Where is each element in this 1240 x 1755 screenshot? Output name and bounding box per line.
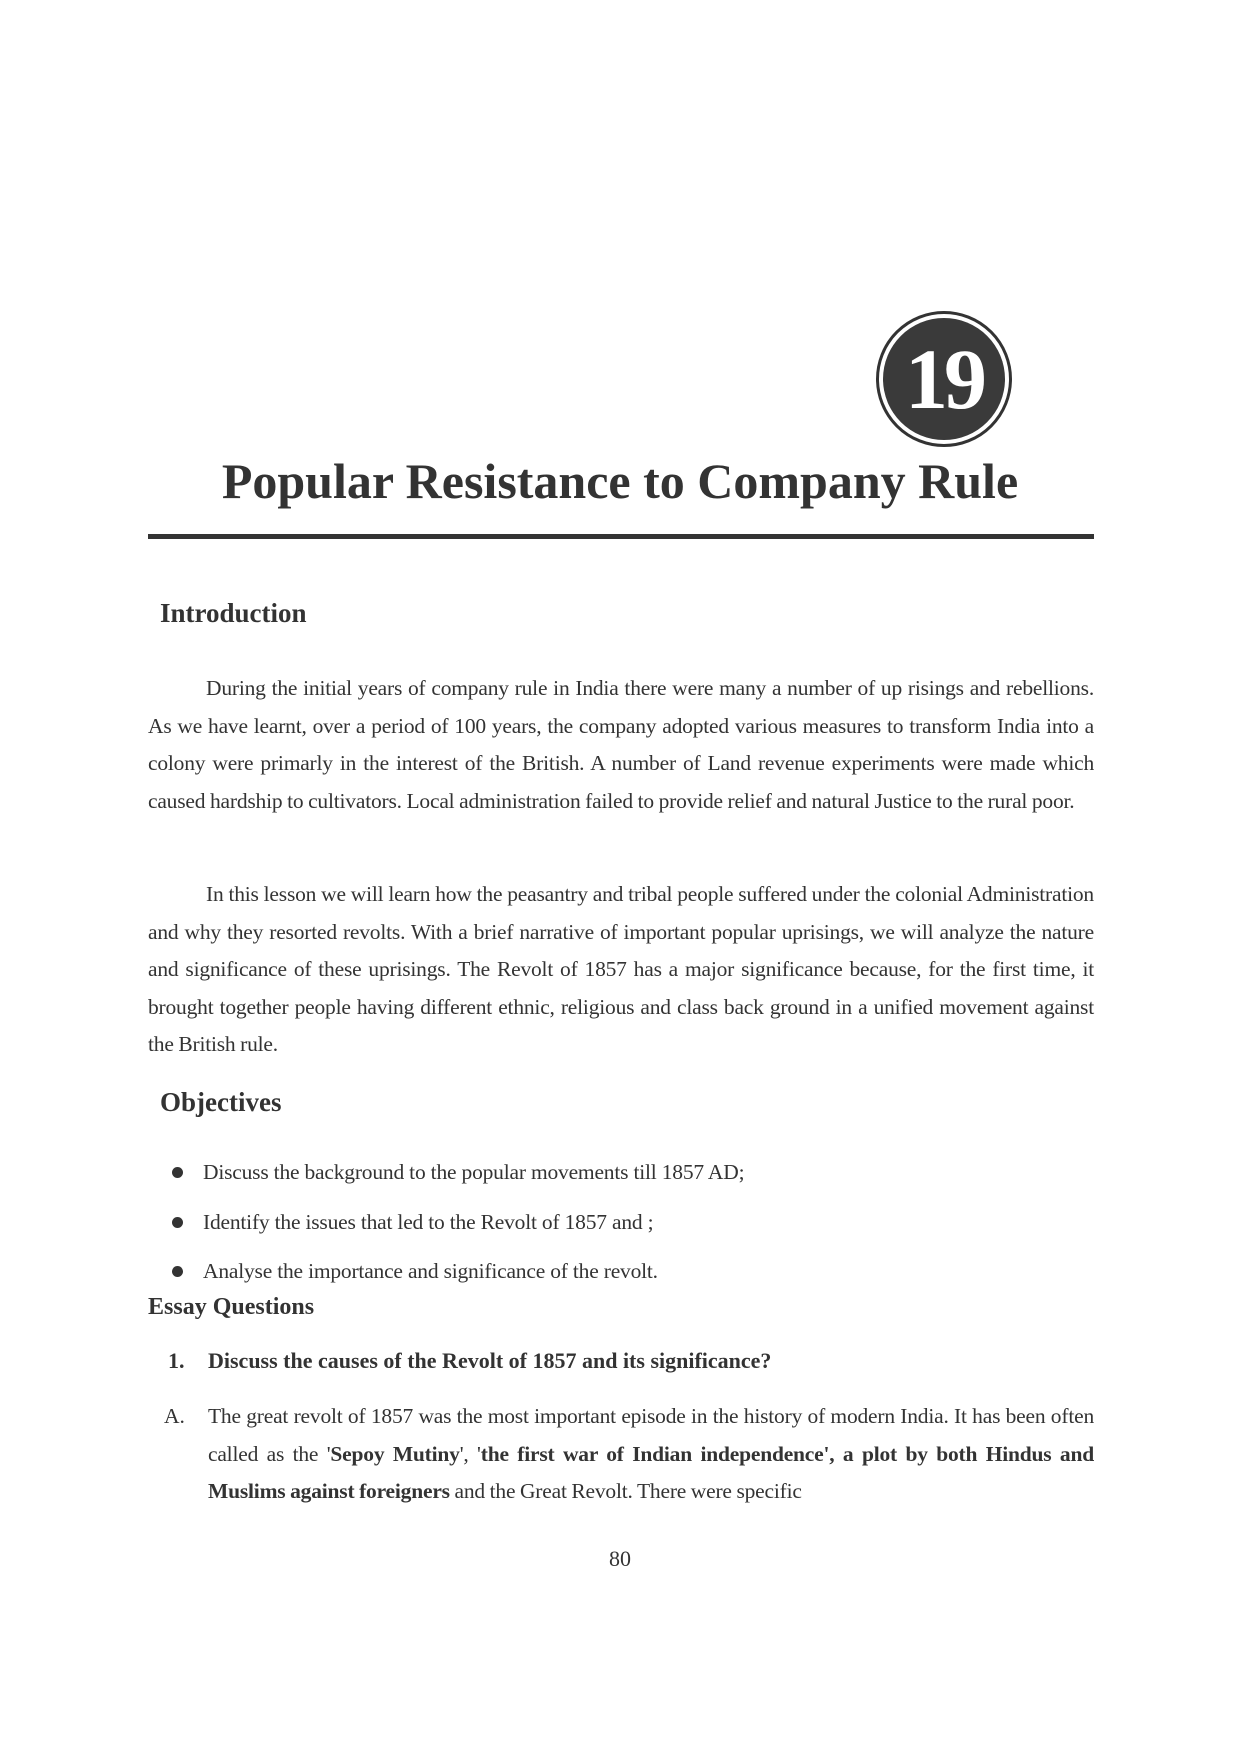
introduction-paragraph-2: In this lesson we will learn how the peasantry and tribal people suffered under the colonial Administration and why they resorted revolts. With a brief narrative of important popular uprisings, we will analyze the nature and significance of these uprisings. The Revolt of 1857 has a major significance because, for the first time, it brought together people having different ethnic, religious and class back ground in a unified movement against the British rule.	[148, 882, 1094, 1057]
essay-answer	[164, 1398, 1094, 1511]
title-divider	[148, 534, 1094, 539]
introduction-heading: Introduction	[160, 598, 307, 628]
essay-questions-heading: Essay Questions	[148, 1294, 315, 1320]
list-item: Analyse the importance and significance of the revolt.	[172, 1247, 744, 1297]
list-item: Discuss the background to the popular movements till 1857 AD;	[172, 1148, 744, 1198]
essay-question-1	[168, 1348, 771, 1374]
objectives-heading: Objectives	[160, 1087, 282, 1117]
objectives-list	[172, 1148, 744, 1297]
question-text: Discuss the causes of the Revolt of 1857 and its significance?	[208, 1348, 772, 1373]
chapter-number: 19	[883, 318, 1005, 440]
list-item: Identify the issues that led to the Revolt of 1857 and ;	[172, 1198, 744, 1248]
bullet-icon	[172, 1217, 183, 1228]
bullet-icon	[172, 1167, 183, 1178]
page-number: 80	[609, 1546, 631, 1571]
chapter-title: Popular Resistance to Company Rule	[221, 453, 1019, 509]
bullet-icon	[172, 1266, 183, 1277]
chapter-number-badge	[876, 311, 1012, 447]
answer-label: A.	[164, 1404, 185, 1428]
introduction-paragraph-1: During the initial years of company rule in India there were many a number of up risings and rebellions. As we have learnt, over a period of 100 years, the company adopted various measures to transform India into a colony were primarly in the interest of the British. A number of Land revenue experiments were made which caused hardship to cultivators. Local administration failed to provide relief and natural Justice to the rural poor.	[148, 676, 1094, 813]
answer-text: The great revolt of 1857 was the most important episode in the history of modern India. It has been often called as the 'Sepoy Mutiny', 'the first war of Indian independence', a plot by both Hindus and Muslims against foreigners and the Great Revolt. There were specific	[208, 1404, 1095, 1504]
question-number: 1.	[168, 1348, 185, 1373]
